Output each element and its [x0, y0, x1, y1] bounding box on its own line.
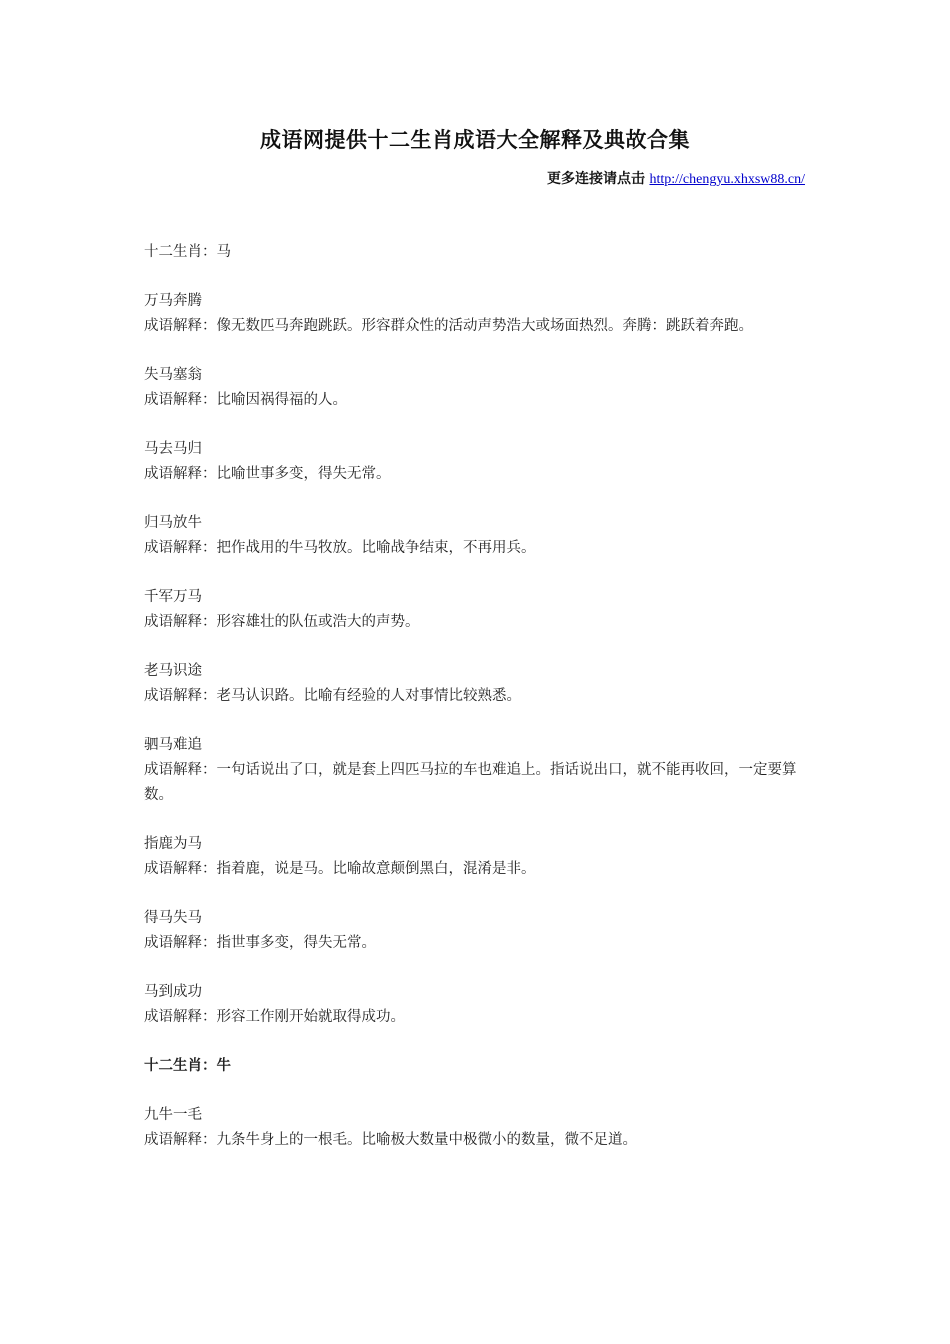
idiom-entry — [144, 289, 808, 339]
idiom-name: 失马塞翁 — [144, 367, 202, 383]
idiom-name: 指鹿为马 — [144, 836, 202, 852]
idiom-explanation: 成语解释：一句话说出了口，就是套上四匹马拉的车也难追上。指话说出口，就不能再收回，一定要算数。 — [144, 762, 797, 803]
idiom-name: 马到成功 — [144, 984, 202, 1000]
idiom-name: 驷马难追 — [144, 737, 202, 753]
more-links-line — [547, 168, 805, 188]
idiom-entry — [144, 1103, 808, 1153]
idiom-entry — [144, 363, 808, 413]
idiom-entry — [144, 437, 808, 487]
idiom-explanation: 成语解释：像无数匹马奔跑跳跃。形容群众性的活动声势浩大或场面热烈。奔腾：跳跃着奔跑。 — [144, 318, 753, 334]
idiom-name: 归马放牛 — [144, 515, 202, 531]
more-links-url[interactable]: http://chengyu.xhxsw88.cn/ — [649, 172, 805, 187]
idiom-name: 九牛一毛 — [144, 1107, 202, 1123]
idiom-explanation: 成语解释：指着鹿，说是马。比喻故意颠倒黑白，混淆是非。 — [144, 861, 536, 877]
idiom-entry — [144, 585, 808, 635]
idiom-name: 得马失马 — [144, 910, 202, 926]
idiom-explanation: 成语解释：形容雄壮的队伍或浩大的声势。 — [144, 614, 420, 630]
zodiac-heading-horse: 十二生肖：马 — [144, 244, 231, 260]
idiom-entry — [144, 906, 808, 956]
idiom-name: 老马识途 — [144, 663, 202, 679]
idiom-name: 千军万马 — [144, 589, 202, 605]
idiom-name: 万马奔腾 — [144, 293, 202, 309]
document-title: 成语网提供十二生肖成语大全解释及典故合集 — [260, 128, 690, 152]
idiom-explanation: 成语解释：九条牛身上的一根毛。比喻极大数量中极微小的数量，微不足道。 — [144, 1132, 637, 1148]
idiom-explanation: 成语解释：比喻世事多变，得失无常。 — [144, 466, 391, 482]
idiom-entry — [144, 511, 808, 561]
document-body — [144, 240, 808, 1177]
idiom-entry — [144, 980, 808, 1030]
more-links-label: 更多连接请点击 — [547, 171, 645, 187]
idiom-explanation: 成语解释：老马认识路。比喻有经验的人对事情比较熟悉。 — [144, 688, 521, 704]
idiom-entry — [144, 733, 808, 808]
idiom-explanation: 成语解释：形容工作刚开始就取得成功。 — [144, 1009, 405, 1025]
zodiac-heading-ox: 十二生肖：牛 — [144, 1058, 231, 1074]
idiom-explanation: 成语解释：把作战用的牛马牧放。比喻战争结束，不再用兵。 — [144, 540, 536, 556]
idiom-entry — [144, 659, 808, 709]
idiom-name: 马去马归 — [144, 441, 202, 457]
idiom-explanation: 成语解释：指世事多变，得失无常。 — [144, 935, 376, 951]
idiom-entry — [144, 832, 808, 882]
idiom-explanation: 成语解释：比喻因祸得福的人。 — [144, 392, 347, 408]
